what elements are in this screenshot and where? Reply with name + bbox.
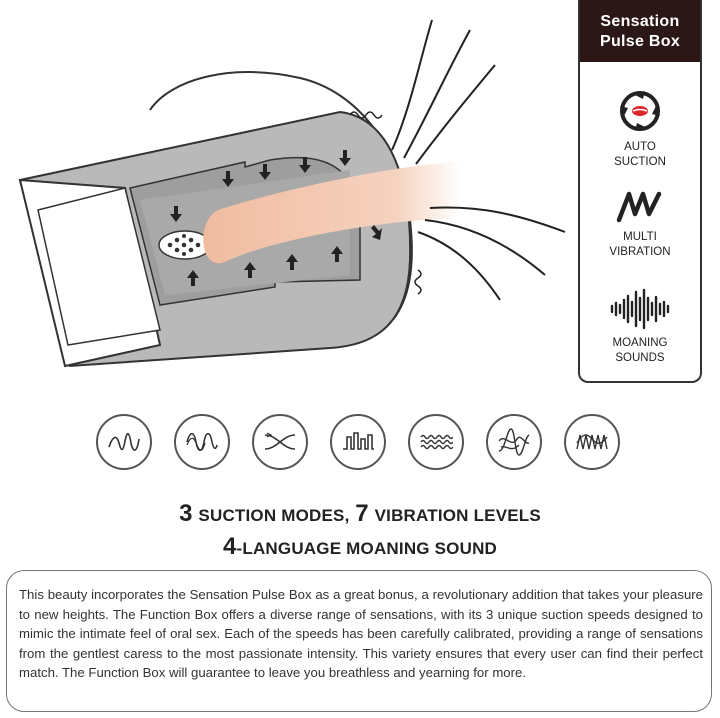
feature-multi-vibration [580,190,700,260]
feature-auto-suction [580,88,700,170]
product-illustration [0,0,580,400]
mode-7-icon [564,414,620,470]
suction-icon [617,88,663,134]
feature-moaning-sounds [580,288,700,366]
panel-header [580,0,700,62]
feature-label-3: MULTI [623,231,657,243]
feature-label-6: SOUNDS [615,352,665,364]
headline [0,498,720,564]
mode-2-icon [174,414,230,470]
feature-label-5: MOANING [612,337,668,349]
feature-label-4: VIBRATION [609,246,671,258]
mode-3-icon [252,414,308,470]
language-count: 4 [222,533,237,560]
feature-panel [578,0,702,383]
feature-label-2: SUCTION [614,156,666,168]
language-text: -LANGUAGE MOANING SOUND [236,539,498,558]
panel-title-line2: Pulse Box [599,33,681,50]
mode-1-icon [96,414,152,470]
headline-line-1 [0,498,720,531]
vibration-text: VIBRATION LEVELS [374,506,541,525]
suction-count: 3 [179,500,193,527]
vibration-icon [615,190,665,224]
mode-5-icon [408,414,464,470]
headline-line-2 [0,531,720,564]
suction-text: SUCTION MODES, [198,506,350,525]
mode-4-icon [330,414,386,470]
soundwave-icon [608,288,672,330]
feature-label-1: AUTO [624,141,656,153]
vibration-modes-row [96,414,626,474]
mode-6-icon [486,414,542,470]
description-box [6,570,712,712]
panel-title-line1: Sensation [600,13,680,30]
vibration-count: 7 [355,500,369,527]
description-text: This beauty incorporates the Sensation Pulse Box as a great bonus, a revolutionary addition that takes your pleasure to new heights. The Function Box offers a diverse range of sensations, with its 3 unique suction speeds designed to mimic the intimate feel of oral sex. Each of the speeds has been carefully calibrated, providing a range of sensations from the gentlest caress to the most passionate intensity. This variety ensures that every user can find their perfect match. The Function Box will guarantee to leave you breathless and yearning for more. [19,587,703,681]
